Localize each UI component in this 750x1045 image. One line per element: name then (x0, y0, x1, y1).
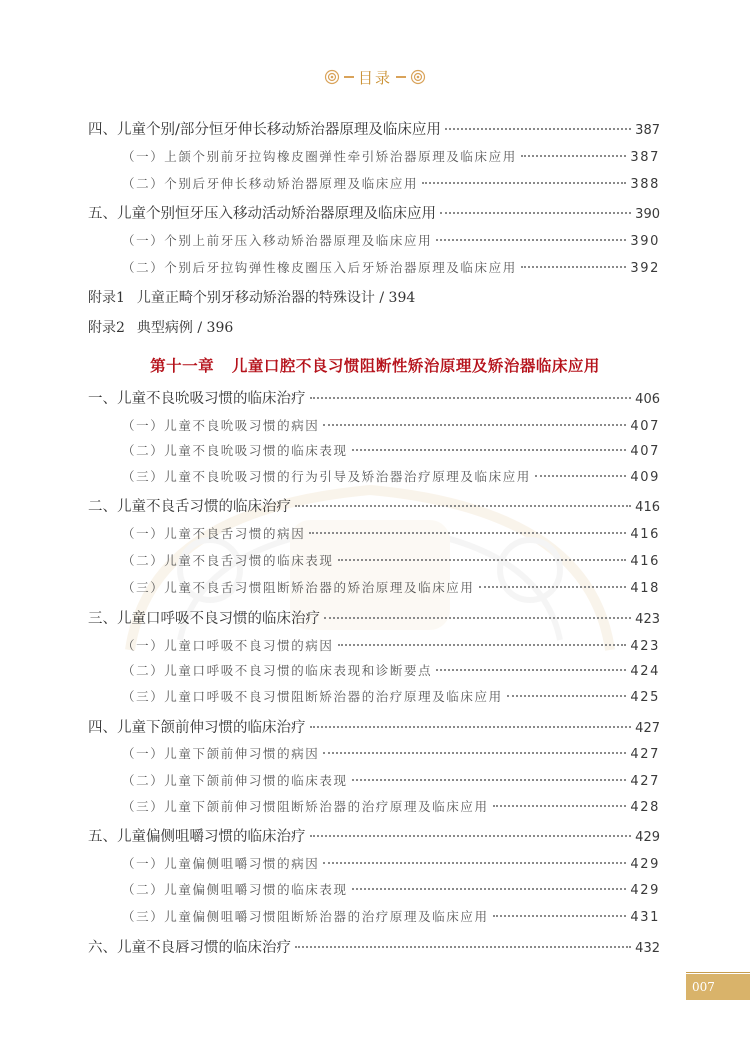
toc-section[interactable] (88, 120, 660, 140)
toc-subsection[interactable] (122, 524, 660, 544)
subsection-title: （二）个别后牙伸长移动矫治器原理及临床应用 (122, 176, 419, 191)
dot-leader (535, 474, 626, 477)
page-ref: 409 (630, 470, 660, 485)
dot-leader (493, 914, 627, 917)
subsection-title: （三）儿童不良吮吸习惯的行为引导及矫治器治疗原理及临床应用 (122, 469, 531, 484)
dot-leader (440, 211, 631, 214)
page-ref: 427 (630, 774, 660, 789)
toc-subsection[interactable] (122, 880, 660, 900)
toc-subsection[interactable] (122, 258, 660, 278)
section-title: 三、儿童口呼吸不良习惯的临床治疗 (88, 611, 320, 627)
section-title: 四、儿童下颌前伸习惯的临床治疗 (88, 720, 306, 736)
section-title: 一、儿童不良吮吸习惯的临床治疗 (88, 391, 306, 407)
page-ref: 416 (630, 527, 660, 542)
subsection-title: （二）儿童不良舌习惯的临床表现 (122, 553, 334, 568)
toc-subsection[interactable] (122, 636, 660, 656)
section-title: 五、儿童偏侧咀嚼习惯的临床治疗 (88, 829, 306, 845)
dot-leader (310, 396, 632, 399)
chapter-heading[interactable] (0, 354, 750, 376)
dot-leader (436, 238, 626, 241)
page-ref: 423 (635, 612, 660, 627)
section-title: 四、儿童个别/部分恒牙伸长移动矫治器原理及临床应用 (88, 122, 441, 138)
page-ref: 388 (630, 177, 660, 192)
subsection-title: （一）儿童偏侧咀嚼习惯的病因 (122, 856, 320, 871)
toc-subsection[interactable] (122, 467, 660, 487)
toc-subsection[interactable] (122, 551, 660, 571)
dot-leader (352, 887, 627, 890)
subsection-title: （一）儿童口呼吸不良习惯的病因 (122, 638, 334, 653)
toc-subsection[interactable] (122, 231, 660, 251)
dot-leader (445, 127, 631, 130)
toc-subsection[interactable] (122, 797, 660, 817)
appendix-title: 儿童正畸个别牙移动矫治器的特殊设计 / 394 (136, 290, 416, 306)
dot-leader (324, 616, 631, 619)
subsection-title: （一）儿童不良舌习惯的病因 (122, 526, 306, 541)
page-ref: 428 (630, 800, 660, 815)
toc-appendix[interactable] (88, 288, 415, 308)
page-ref: 425 (630, 690, 660, 705)
toc-subsection[interactable] (122, 854, 660, 874)
page-ref: 429 (630, 883, 660, 898)
page-ref: 427 (635, 721, 660, 736)
dot-leader (323, 861, 626, 864)
dot-leader (323, 423, 626, 426)
subsection-title: （一）儿童不良吮吸习惯的病因 (122, 418, 320, 433)
subsection-title: （一）儿童下颌前伸习惯的病因 (122, 746, 320, 761)
dot-leader (310, 834, 632, 837)
dot-leader (323, 751, 626, 754)
toc-section[interactable] (88, 204, 660, 224)
toc-subsection[interactable] (122, 687, 660, 707)
toc-subsection[interactable] (122, 578, 660, 598)
subsection-title: （三）儿童偏侧咀嚼习惯阻断矫治器的治疗原理及临床应用 (122, 909, 489, 924)
page-ref: 416 (635, 500, 660, 515)
toc-subsection[interactable] (122, 416, 660, 436)
toc-section[interactable] (88, 497, 660, 517)
dot-leader (479, 585, 627, 588)
footer-rule (686, 972, 750, 973)
page-ref: 387 (630, 150, 660, 165)
toc-subsection[interactable] (122, 441, 660, 461)
page-ref: 423 (630, 639, 660, 654)
appendix-label: 附录2 (88, 320, 125, 336)
toc-section[interactable] (88, 938, 660, 958)
page-ref: 431 (630, 910, 660, 925)
toc-subsection[interactable] (122, 174, 660, 194)
dot-leader (521, 154, 627, 157)
dot-leader (309, 531, 626, 534)
section-title: 二、儿童不良舌习惯的临床治疗 (88, 499, 291, 515)
subsection-title: （二）儿童下颌前伸习惯的临床表现 (122, 773, 348, 788)
dot-leader (422, 181, 626, 184)
appendix-label: 附录1 (88, 290, 125, 306)
toc-section[interactable] (88, 609, 660, 629)
toc-subsection[interactable] (122, 907, 660, 927)
dot-leader (338, 643, 627, 646)
page-ref: 416 (630, 554, 660, 569)
page-ref: 418 (630, 581, 660, 596)
appendix-title: 典型病例 / 396 (136, 320, 234, 336)
toc-section[interactable] (88, 389, 660, 409)
subsection-title: （三）儿童不良舌习惯阻断矫治器的矫治原理及临床应用 (122, 580, 475, 595)
section-title: 六、儿童不良唇习惯的临床治疗 (88, 940, 291, 956)
page-ref: 387 (635, 123, 660, 138)
subsection-title: （二）儿童不良吮吸习惯的临床表现 (122, 443, 348, 458)
toc-section[interactable] (88, 827, 660, 847)
toc-subsection[interactable] (122, 661, 660, 681)
subsection-title: （一）上颌个别前牙拉钩橡皮圈弹性牵引矫治器原理及临床应用 (122, 149, 517, 164)
page-ref: 429 (630, 857, 660, 872)
dot-leader (493, 804, 627, 807)
chapter-title: 儿童口腔不良习惯阻断性矫治原理及矫治器临床应用 (231, 357, 600, 375)
page-title: 目录 (357, 68, 392, 87)
section-title: 五、儿童个别恒牙压入移动活动矫治器原理及临床应用 (88, 206, 436, 222)
dot-leader (295, 504, 631, 507)
subsection-title: （三）儿童下颌前伸习惯阻断矫治器的治疗原理及临床应用 (122, 799, 489, 814)
dot-leader (436, 668, 626, 671)
subsection-title: （二）儿童口呼吸不良习惯的临床表现和诊断要点 (122, 663, 433, 678)
page-ref: 390 (635, 207, 660, 222)
toc-subsection[interactable] (122, 771, 660, 791)
page-ref: 407 (630, 444, 660, 459)
page-ref: 432 (635, 941, 660, 956)
page-ref: 390 (630, 234, 660, 249)
dot-leader (310, 725, 632, 728)
toc-subsection[interactable] (122, 147, 660, 167)
page-number: 007 (686, 974, 750, 1000)
subsection-title: （三）儿童口呼吸不良习惯阻断矫治器的治疗原理及临床应用 (122, 689, 503, 704)
subsection-title: （一）个别上前牙压入移动矫治器原理及临床应用 (122, 233, 433, 248)
page-ref: 392 (630, 261, 660, 276)
dot-leader (352, 778, 627, 781)
subsection-title: （二）个别后牙拉钩弹性橡皮圈压入后牙矫治器原理及临床应用 (122, 260, 517, 275)
toc-section[interactable] (88, 718, 660, 738)
chapter-number: 第十一章 (150, 357, 215, 375)
dot-leader (295, 945, 631, 948)
subsection-title: （二）儿童偏侧咀嚼习惯的临床表现 (122, 882, 348, 897)
page-ref: 406 (635, 392, 660, 407)
page-ref: 424 (630, 664, 660, 679)
dot-leader (352, 448, 627, 451)
page-ref: 427 (630, 747, 660, 762)
dot-leader (521, 265, 627, 268)
toc-appendix[interactable] (88, 318, 233, 338)
page-ref: 429 (635, 830, 660, 845)
toc-subsection[interactable] (122, 744, 660, 764)
page-ref: 407 (630, 419, 660, 434)
dot-leader (507, 694, 627, 697)
dot-leader (338, 558, 627, 561)
